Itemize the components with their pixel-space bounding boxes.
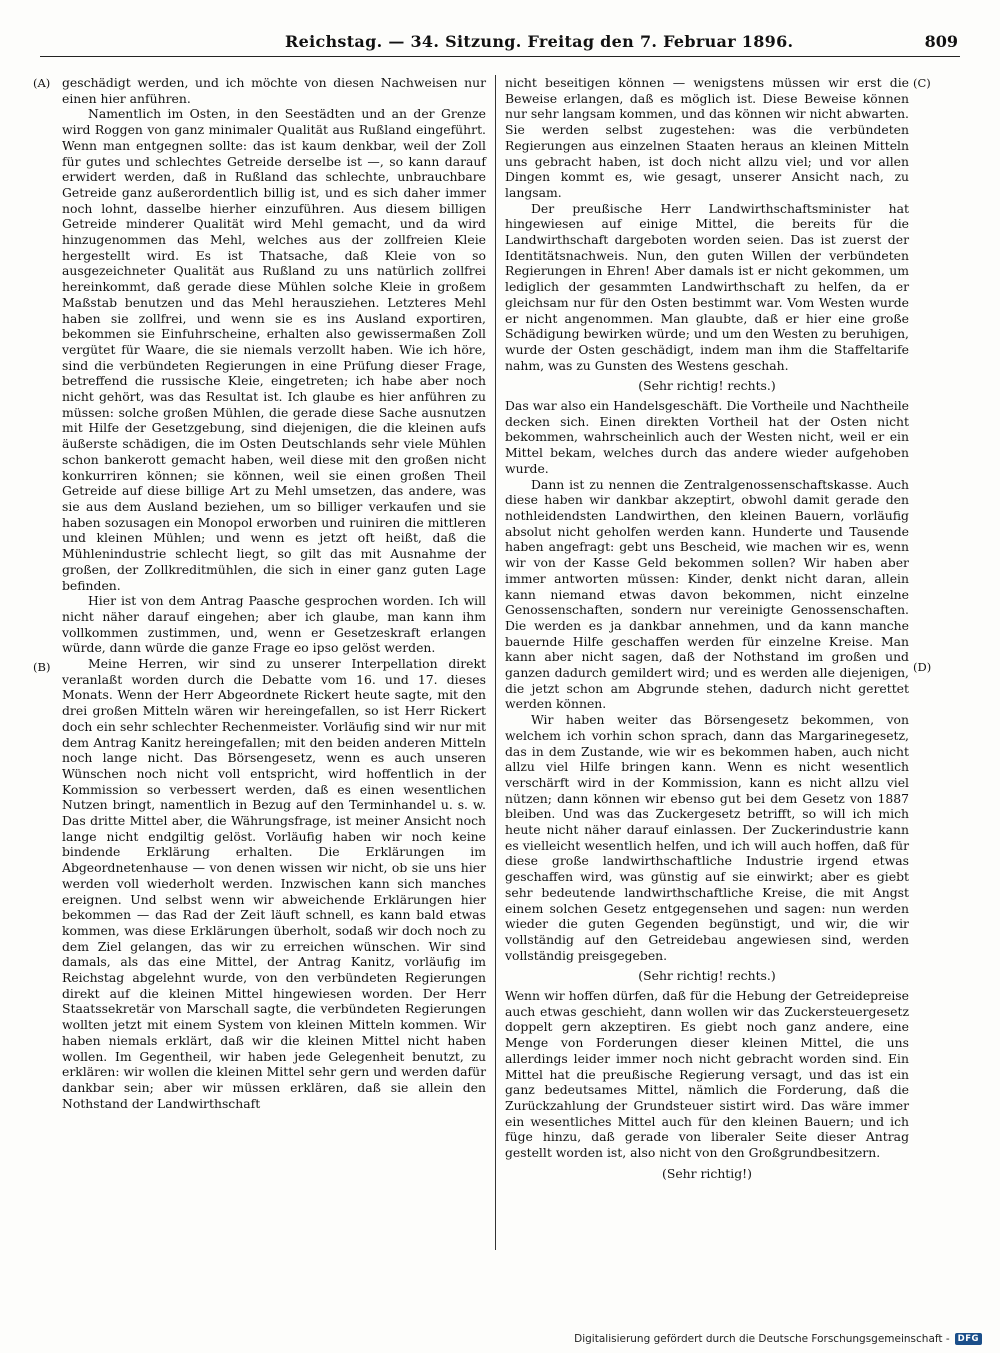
page-header: [40, 30, 960, 57]
paragraph: geschädigt werden, und ich möchte von diesen Nachweisen nur einen hier anführen.: [62, 75, 486, 106]
paragraph: Dann ist zu nennen die Zentralgenossenschaftskasse. Auch diese haben wir dankbar akzeptirt, obwohl damit gerade den nothleidendsten Landwirthen, den kleinen Bauern, vorläufig absolut nicht geholfen werden kann. Hunderte und Tausende haben angefragt: gebt uns Bescheid, wie machen wir es, wenn wir von der Kasse Geld bekommen sollen? Wir haben aber immer antworten müssen: Kinder, denkt nicht daran, allein kann niemand etwas davon bekommen, nicht einzelne Genossenschaften, sondern nur vereinigte Genossenschaften. Die werden es ja dankbar annehmen, und da kann manche bauernde Hilfe geschaffen werden für einzelne Kreise. Man kann aber nicht sagen, daß der Nothstand im großen und ganzen dadurch gemildert wird; und es werden alle diejenigen, die jetzt schon am Abgrunde stehen, dadurch nicht gerettet werden können.: [505, 476, 909, 712]
interjection: (Sehr richtig! rechts.): [638, 968, 776, 984]
running-title: Reichstag. — 34. Sitzung. Freitag den 7. Februar 1896.: [285, 32, 794, 51]
margin-marker-a: (A): [33, 76, 51, 90]
paragraph: Wir haben weiter das Börsengesetz bekommen, von welchem ich vorhin schon sprach, dann das Margarinegesetz, das in dem Zustande, wie wir es bekommen haben, auch nicht allzu viel Hilfe bringen kann. Wenn es nicht wesentlich verschärft wird in der Kommission, kann es nicht allzu viel nützen; dann können wir ebenso gut bei dem Gesetz von 1887 bleiben. Und was das Zuckergesetz betrifft, so will ich mich heute nicht näher darauf einlassen. Der Zuckerindustrie kann es vielleicht wesentlich helfen, und ich will auch hoffen, daß für diese große landwirthschaftliche Industrie irgend etwas geschaffen wird, was günstig auf sie einwirkt; aber es giebt sehr bedeutende landwirthschaftliche Kreise, die mit Angst einem solchen Gesetz entgegensehen und sagen: nun werden wieder die guten Gegenden begünstigt, und wir, die wir vollständig auf den Getreidebau angewiesen sind, werden vollständig preisgegeben.: [505, 712, 909, 963]
paragraph: Meine Herren, wir sind zu unserer Interpellation direkt veranlaßt worden durch die Debatte vom 16. und 17. dieses Monats. Wenn der Herr Abgeordnete Rickert heute sagte, mit den drei großen Mitteln wären wir hereingefallen, so ist Herr Rickert doch ein sehr schlechter Rechenmeister. Vorläufig sind wir nur mit dem Antrag Kanitz hereingefallen; mit den beiden anderen Mitteln noch lange nicht. Das Börsengesetz, wenn es auch unseren Wünschen noch nicht voll entspricht, wird hoffentlich in der Kommission so verbessert werden, daß es einen wesentlichen Nutzen bringt, namentlich in Bezug auf den Terminhandel u. s. w. Das dritte Mittel aber, die Währungsfrage, ist meiner Ansicht noch lange nicht endgiltig gelöst. Vorläufig haben wir noch keine bindende Erklärung erhalten. Die Erklärungen im Abgeordnetenhause — von denen wissen wir nicht, ob sie uns hier werden voll wiederholt werden. Inzwischen kann sich manches ereignen. Und selbst wenn wir abweichende Erklärungen hier bekommen — das Rad der Zeit läuft schnell, es kann bald etwas kommen, was diese Erklärungen überholt, sodaß wir doch noch zu dem Ziel gelangen, das wir zu erreichen wünschen. Wir sind damals, als das eine Mittel, der Antrag Kanitz, vorläufig im Reichstag abgelehnt wurde, von den verbündeten Regierungen direkt auf die kleinen Mittel hingewiesen worden. Der Herr Staatssekretär von Marschall sagte, die verbündeten Regierungen wollten jetzt mit einem System von kleinen Mitteln kommen. Wir haben niemals erklärt, daß wir die kleinen Mittel nicht haben wollen. Im Gegentheil, wir haben jede Gelegenheit benutzt, zu erklären: wir wollen die kleinen Mittel sehr gern und werden dafür dankbar sein; aber wir müssen erklären, daß sie allein den Nothstand der Landwirthschaft: [62, 656, 486, 1111]
margin-marker-c: (C): [913, 76, 931, 90]
interjection: (Sehr richtig! rechts.): [638, 378, 776, 394]
dfg-logo: DFG: [955, 1333, 982, 1345]
margin-marker-d: (D): [913, 660, 932, 674]
paragraph: Wenn wir hoffen dürfen, daß für die Hebung der Getreidepreise auch etwas geschieht, dann wollen wir das Zuckersteuergesetz doppelt gern akzeptiren. Es giebt noch ganz andere, eine Menge von Forderungen dieser kleinen Mittel, die uns allerdings leider immer noch nicht gebracht worden sind. Ein Mittel hat die preußische Regierung versagt, und das ist ein ganz bedeutsames Mittel, nämlich die Forderung, daß die Zurückzahlung der Grundsteuer sistirt wird. Das wäre immer ein wesentliches Mittel auch für den kleinen Bauern; und ich füge hinzu, daß gerade von liberaler Seite dieser Antrag gestellt worden ist, also nicht von den Großgrundbesitzern.: [505, 988, 909, 1161]
margin-marker-b: (B): [33, 660, 51, 674]
footer: [574, 1331, 982, 1347]
paragraph: Namentlich im Osten, in den Seestädten und an der Grenze wird Roggen von ganz minimaler Qualität aus Rußland eingeführt. Wenn man entgegnen sollte: das ist kaum denkbar, weil der Zoll für gutes und schlechtes Getreide derselbe ist —, so kann darauf erwidert werden, daß in Rußland das schlechte, unbrauchbare Getreide ganz außerordentlich billig ist, und es sich daher immer noch lohnt, dasselbe hierher einzuführen. Aus diesem billigen Getreide minderer Qualität wird Mehl gemacht, und da wird hinzugenommen das Mehl, welches aus der zollfreien Kleie hergestellt wird. Es ist Thatsache, daß Kleie von so ausgezeichneter Qualität aus Rußland zu uns natürlich zollfrei hereinkommt, daß gerade diese Mühlen solche Kleie in großem Maßstab benutzen und das Mehl herausziehen. Letzteres Mehl haben sie zollfrei, und wenn sie es ins Ausland exportiren, bekommen sie Einfuhrscheine, erhalten also gewissermaßen Zoll vergütet für Waare, die sie niemals verzollt haben. Wie ich höre, sind die verbündeten Regierungen in eine Prüfung dieser Frage, betreffend die russische Kleie, eingetreten; ich habe aber noch nicht gehört, was das Resultat ist. Ich glaube es hier anführen zu müssen: solche großen Mühlen, die gerade diese Sache ausnutzen mit Hilfe der Gesetzgebung, sind diejenigen, die die kleinen aufs äußerste schädigen, die im Osten Deutschlands sehr viele Mühlen schon bankerott gemacht haben, weil diese mit den großen nicht konkurriren können; sie können, weil sie einen großen Theil Getreide auf diese billige Art zu Mehl umsetzen, das andere, was sie aus dem Ausland beziehen, um so billiger verkaufen und sie haben sozusagen ein Monopol erworben und ruiniren die mittleren und kleinen Mühlen; und wenn es jetzt oft heißt, daß die Mühlenindustrie schlecht liegt, so gilt das mit Ausnahme der großen, der Zollkreditmühlen, die sich in einer ganz guten Lage befinden.: [62, 106, 486, 593]
right-column: [505, 75, 909, 1186]
paragraph: Hier ist von dem Antrag Paasche gesprochen worden. Ich will nicht näher darauf eingehen; aber ich glaube, man kann ihm vollkommen zustimmen, und, wenn er Gesetzeskraft erlangen würde, dann würde die ganze Frage eo ipso gelöst werden.: [62, 593, 486, 656]
interjection: (Sehr richtig!): [662, 1165, 752, 1181]
page-number: 809: [924, 32, 958, 51]
left-column: [62, 75, 486, 1111]
footer-credit: Digitalisierung gefördert durch die Deutsche Forschungsgemeinschaft -: [574, 1333, 950, 1345]
column-divider: [495, 75, 496, 1250]
paragraph: nicht beseitigen können — wenigstens müssen wir erst die Beweise erlangen, daß es möglich ist. Diese Beweise können nur sehr langsam kommen, und das können wir nicht abwarten. Sie werden selbst zugestehen: was die verbündeten Regierungen aus einzelnen Staaten heraus an kleinen Mitteln uns gebracht haben, ist doch nicht allzu viel; und vor allen Dingen kommt es, wie gesagt, unserer Ansicht nach, zu langsam.: [505, 75, 909, 200]
paragraph: Das war also ein Handelsgeschäft. Die Vortheile und Nachtheile decken sich. Einen direkten Vortheil hat der Osten nicht bekommen, wahrscheinlich auch der Westen nicht, weil er ein Mittel bekam, welches durch das andere wieder aufgehoben wurde.: [505, 398, 909, 476]
paragraph: Der preußische Herr Landwirthschaftsminister hat hingewiesen auf einige Mittel, die bereits für die Landwirthschaft dargeboten worden seien. Das ist zuerst der Identitätsnachweis. Nun, den guten Willen der verbündeten Regierungen in Ehren! Aber damals ist er nicht gekommen, um lediglich der gesammten Landwirthschaft zu helfen, da er gleichsam nur für den Osten bestimmt war. Vom Westen wurde er nicht angenommen. Man glaubte, daß er hier eine große Schädigung bewirken würde; und um den Westen zu beruhigen, wurde der Osten geschädigt, indem man ihm die Staffeltarife nahm, was zu Gunsten des Westens geschah.: [505, 200, 909, 373]
